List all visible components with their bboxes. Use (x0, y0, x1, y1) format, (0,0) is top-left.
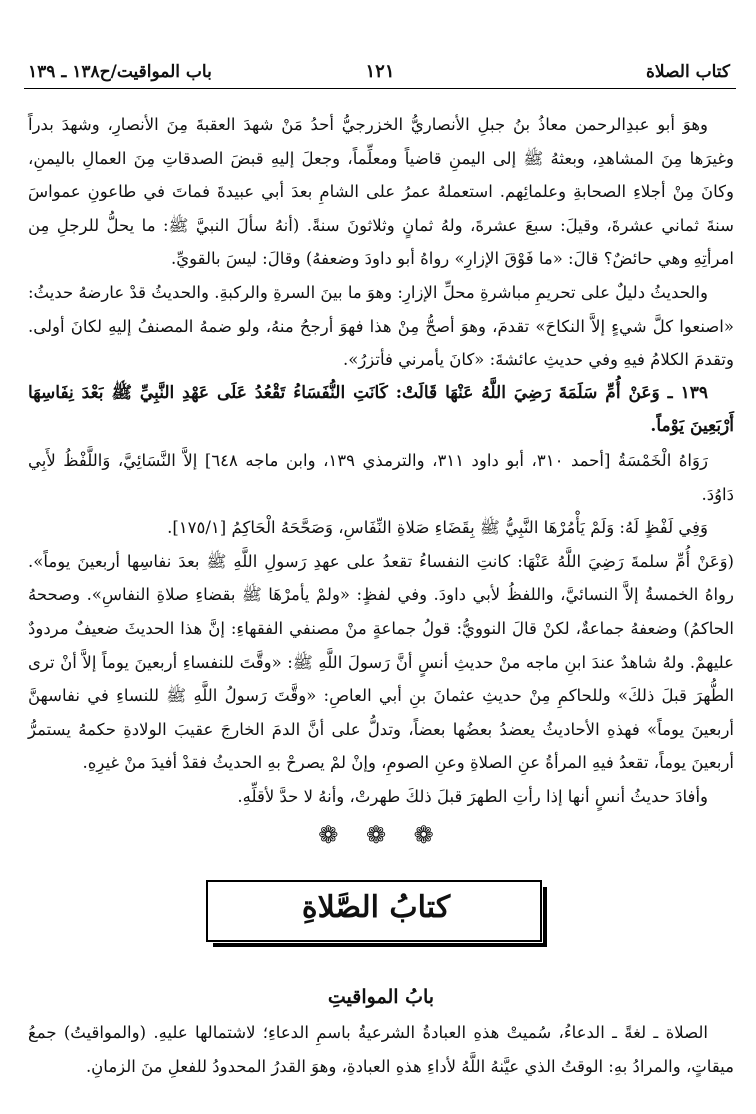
section-intro: الصلاة ـ لغةً ـ الدعاءُ، سُميتْ هذهِ العبادةُ الشرعيةُ باسمِ الدعاءِ؛ لاشتمالها عليهِ. (والمواقيتُ) جمعُ ميقاتٍ، والمرادُ بهِ: الوقتُ الذي عيَّنهُ اللَّهُ لأداءِ هذهِ العبادةِ، وهوَ القدرُ المحدودُ للفعلِ منَ الزمانِ. (28, 1023, 734, 1076)
book-title-frame (206, 880, 546, 946)
hadith-takhrij: رَوَاهُ الْخَمْسَةُ [أحمد ٣١٠، أبو داود ٣١١، والترمذي ١٣٩، وابن ماجه ٦٤٨] إلاَّ النَّسَائِيَّ، وَاللَّفْظُ لأَبِي دَاوُدَ. (28, 450, 734, 504)
paragraph: والحديثُ دليلٌ على تحريمِ مباشرةِ محلِّ الإزارِ: وهوَ ما بينَ السرةِ والركبةِ. والحديثُ قدْ عارضهُ حديثُ: «اصنعوا كلَّ شيءٍ إلاَّ النكاحَ» تقدمَ، وهوَ أصحُّ مِنْ هذا فهوَ أرجحُ منهُ، ولو ضمهُ المصنفُ إليهِ لكانَ أولى. وتقدمَ الكلامُ فيهِ وفي حديثِ عائشةَ: «كانَ يأمرني فأتزرُ». (28, 282, 734, 370)
page-number: ١٢١ (365, 61, 395, 82)
ornament-divider: ❁ ❁ ❁ (318, 821, 444, 850)
hadith-number: ١٣٩ (680, 382, 708, 403)
page-header (24, 58, 736, 89)
hadith-extra: وَفِي لَفْظٍ لَهُ: وَلَمْ يَأْمُرْهَا النَّبِيُّ ﷺ بِقَضَاءِ صَلاةِ النِّفَاسِ، وَصَحَّحَهُ الْحَاكِمُ [١٧٥/١]. (167, 518, 708, 538)
paragraph: وهوَ أبو عبدِالرحمن معاذُ بنُ جبلِ الأنصاريُّ الخزرجيُّ أحدُ مَنْ شهدَ العقبةَ مِنَ الأنصارِ، وشهدَ بدراً وغيرَها مِنَ المشاهدِ، وبعثهُ ﷺ إلى اليمنِ قاضياً ومعلِّماً، وجعلَ إليهِ قبضَ الصدقاتِ مِنَ العمالِ باليمنِ، وكانَ مِنْ أجلاءِ الصحابةِ وعلمائِهم. استعملهُ عمرُ على الشامِ بعدَ أبي عبيدةَ فماتَ في طاعونِ عمواسَ سنةَ ثماني عشرةَ، وقيلَ: سبعَ عشرةَ، ولهُ ثمانٍ وثلاثونَ سنةً. (أنهُ سألَ النبيَّ ﷺ: ما يحلُّ للرجلِ مِن امرأتِهِ وهي حائضٌ؟ قالَ: «ما فَوْقَ الإزارِ» رواهُ أبو داودَ وضعفهُ) وقالَ: ليسَ بالقويِّ. (28, 115, 734, 269)
commentary: (وَعَنْ أُمِّ سلمةَ رَضِيَ اللَّهُ عَنْهَا: كانتِ النفساءُ تقعدُ على عهدِ رَسولِ اللَّهِ ﷺ بعدَ نفاسِها أربعينَ يوماً». رواهُ الخمسةُ إلاَّ النسائيَّ، واللفظُ لأبي داودَ. وفي لفظٍ: «ولمْ يأمرْهَا ﷺ بقضاءِ صلاةِ النفاسِ». وصححهُ الحاكمُ) وضعفهُ جماعةٌ، لكنْ قالَ النوويُّ: قولُ جماعةٍ منْ مصنفي الفقهاءِ: إنَّ هذا الحديثَ ضعيفٌ مردودٌ عليهمْ. ولهُ شاهدٌ عندَ ابنِ ماجه منْ حديثِ أنسٍ أنَّ رَسولَ اللَّهِ ﷺ: «وقَّتَ للنفساءِ أربعينَ يوماً إلاَّ أنْ ترى الطُّهرَ قبلَ ذلكَ» وللحاكمِ مِنْ حديثِ عثمانَ بنِ أبي العاصِ: «وقَّتَ رَسولُ اللَّهِ ﷺ للنساءِ في نفاسهنَّ أربعينَ يوماً» فهذهِ الأحاديثُ يعضدُ بعضُها بعضاً، وتدلُّ على أنَّ الدمَ الخارجَ عقيبَ الولادةِ حكمهُ يستمرُّ أربعينَ يوماً، تقعدُ فيهِ المرأةُ عنِ الصلاةِ وعنِ الصومِ، وإنْ لمْ يصرحْ بهِ الحديثُ فقدْ أفيدَ منْ غيرِهِ. (28, 551, 734, 773)
section-intro-block (28, 1016, 734, 1083)
hadith-text: ١٣٩ ـ وَعَنْ أُمِّ سَلَمَةَ رَضِيَ اللَّهُ عَنْهَا قَالَتْ: كَانَتِ النُّفَسَاءُ تَقْعُدُ عَلَى عَهْدِ النَّبِيِّ ﷺ بَعْدَ نِفَاسِهَا أَرْبَعِينَ يَوْماً. (28, 382, 734, 437)
page-body (28, 108, 734, 855)
running-head-book: كتاب الصلاة (645, 62, 730, 82)
running-head-chapter: باب المواقيت/ح١٣٨ ـ ١٣٩ (28, 62, 212, 82)
closing-paragraph: وأفادَ حديثُ أنسٍ أنها إذا رأتِ الطهرَ قبلَ ذلكَ طهرتْ، وأنهُ لا حدَّ لأقلِّهِ. (237, 786, 708, 806)
book-title: كتابُ الصَّلاةِ (301, 890, 451, 925)
hadith-body: وَعَنْ أُمِّ سَلَمَةَ رَضِيَ اللَّهُ عَنْهَا قَالَتْ: كَانَتِ النُّفَسَاءُ تَقْعُدُ عَلَى عَهْدِ النَّبِيِّ ﷺ بَعْدَ نِفَاسِهَا أَرْبَعِينَ يَوْماً. (28, 382, 734, 437)
section-title: بابُ المواقيتِ (327, 986, 435, 1008)
